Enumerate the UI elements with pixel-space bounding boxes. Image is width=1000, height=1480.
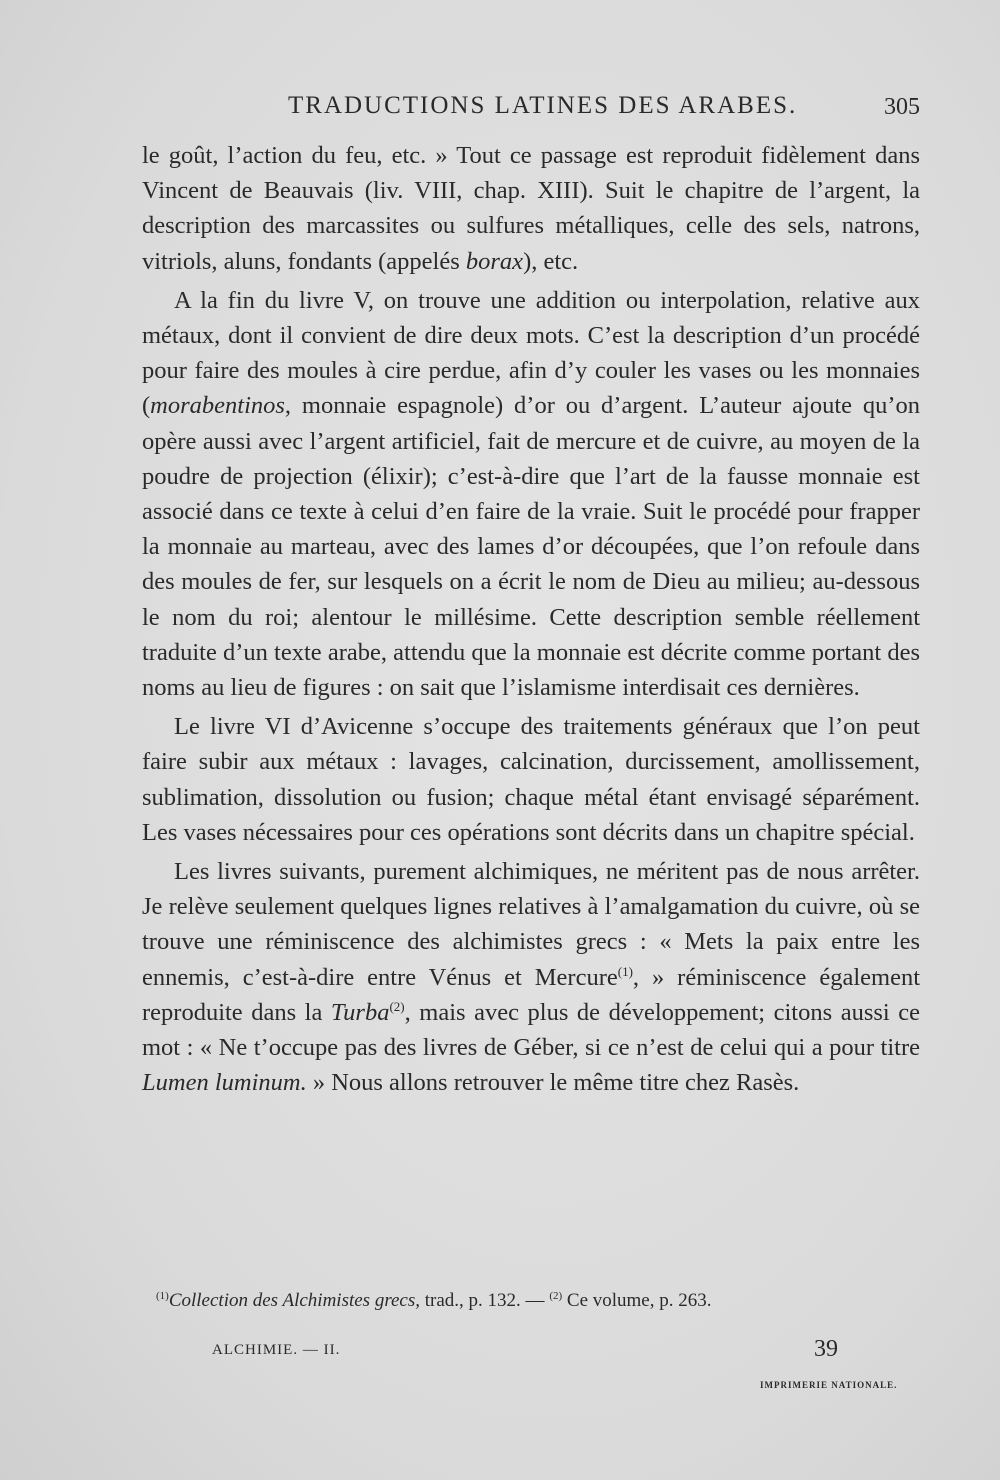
paragraph-4	[142, 854, 920, 1100]
footnote-1-text: trad., p. 132. —	[420, 1290, 550, 1311]
footnote-1-title: Collection des Alchimistes grecs,	[168, 1290, 421, 1311]
footnote-2-text: Ce volume, p. 263.	[562, 1290, 712, 1311]
paragraph-1	[142, 138, 920, 279]
paragraph-2-italic: morabentinos	[150, 392, 285, 420]
body-text	[142, 138, 920, 1100]
paragraph-4-italic-turba: Turba	[330, 998, 390, 1026]
footnote-ref-1[interactable]: (1)	[617, 963, 633, 979]
paragraph-1-text: le goût, l’action du feu, etc. » Tout ce passage est reproduit fidèlement dans Vincent de Beauvais (liv. VIII, chap. XIII). Suit le chapitre de l’argent, la description des marcassites ou sulfures métalliques, celle des sels, natrons, vitriols, aluns, fondants (appelés	[142, 142, 920, 275]
printer-imprint: IMPRIMERIE NATIONALE.	[760, 1380, 898, 1390]
paragraph-4-part-b: , » réminiscence également reproduite dans la	[142, 963, 920, 1026]
footnote-marker-1: (1)	[156, 1290, 169, 1302]
signature-mark-left: ALCHIMIE. — II.	[212, 1342, 341, 1358]
footnote-ref-2[interactable]: (2)	[389, 998, 405, 1014]
paragraph-3: Le livre VI d’Avicenne s’occupe des traitements généraux que l’on peut faire subir aux métaux : lavages, calcination, durcissement, amollissement, sublimation, dissolution ou fusion; chaque métal étant envisagé séparément. Les vases nécessaires pour ces opérations sont décrits dans un chapitre spécial.	[142, 713, 920, 846]
paragraph-4-part-d: » Nous allons retrouver le même titre chez Rasès.	[306, 1069, 800, 1097]
paragraph-2-end: , monnaie espagnole) d’or ou d’argent. L’auteur ajoute qu’on opère aussi avec l’argent artificiel, fait de mercure et de cuivre, au moyen de la poudre de projection (élixir); c’est-à-dire que l’art de la fausse monnaie est associé dans ce texte à celui d’en faire de la vraie. Suit le procédé pour frapper la monnaie au marteau, avec des lames d’or découpées, que l’on refoule dans des moules de fer, sur lesquels on a écrit le nom de Dieu au milieu; au-dessous le nom du roi; alentour le millésime. Cette description semble réellement traduite d’un texte arabe, attendu que la monnaie est décrite comme portant des noms au lieu de figures : on sait que l’islamisme interdisait ces dernières.	[142, 392, 920, 702]
paragraph-1-italic: borax	[465, 247, 524, 275]
paragraph-4-part-c: , mais avec plus de développement; citons aussi ce mot : « Ne t’occupe pas des livres de Géber, si ce n’est de celui qui a pour titre	[142, 998, 920, 1062]
footnote-marker-2: (2)	[549, 1290, 563, 1302]
paragraph-4-part-a: Les livres suivants, purement alchimiques, ne méritent pas de nous arrêter. Je relève seulement quelques lignes relatives à l’amalgamation du cuivre, où se trouve une réminiscence des alchimistes grecs : « Mets la paix entre les ennemis, c’est-à-dire entre Vénus et Mercure	[142, 858, 920, 991]
paragraph-1-end: ), etc.	[523, 247, 579, 275]
running-title: TRADUCTIONS LATINES DES ARABES.	[288, 92, 798, 119]
paragraph-2	[142, 283, 920, 705]
paragraph-2-text: A la fin du livre V, on trouve une addition ou interpolation, relative aux métaux, dont il convient de dire deux mots. C’est la description d’un procédé pour faire des moules à cire perdue, afin d’y couler les vases ou les monnaies (	[142, 286, 920, 420]
signature-mark-right: 39	[814, 1336, 838, 1362]
paragraph-4-italic-lumen: Lumen luminum.	[142, 1069, 307, 1097]
page-number: 305	[884, 94, 920, 120]
footnotes	[156, 1290, 936, 1312]
